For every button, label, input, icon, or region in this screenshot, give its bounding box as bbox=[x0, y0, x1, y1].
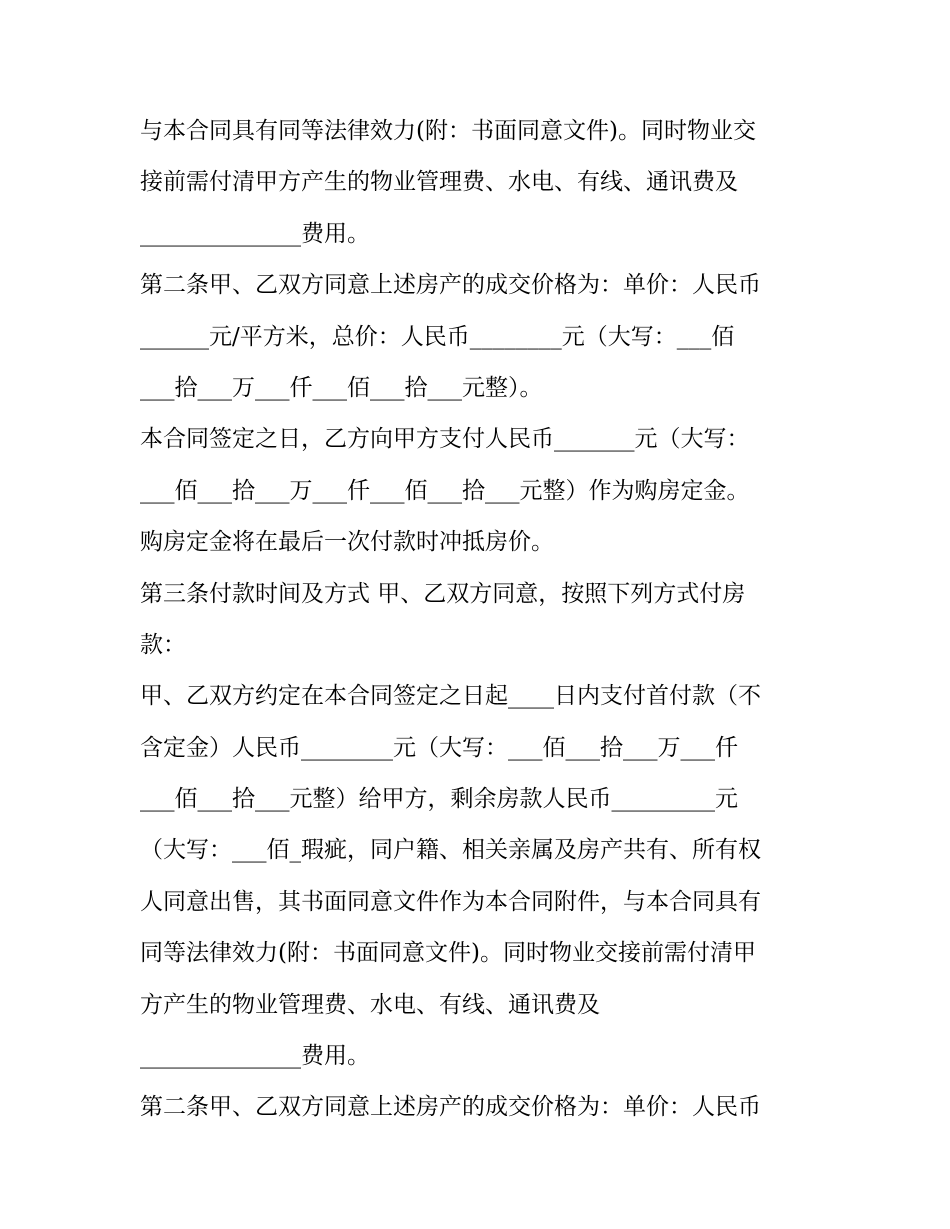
text-line: （大写：___佰_瑕疵，同户籍、相关亲属及房产共有、所有权 bbox=[140, 837, 761, 864]
text-line: 第三条付款时间及方式 甲、乙双方同意，按照下列方式付房 bbox=[140, 580, 746, 607]
text-line: 同等法律效力(附：书面同意文件)。同时物业交接前需付清甲 bbox=[140, 940, 756, 967]
text-line: 本合同签定之日，乙方向甲方支付人民币_______元（大写： bbox=[140, 426, 750, 453]
text-line: 含定金）人民币________元（大写：___佰___拾___万___仟 bbox=[140, 734, 738, 761]
contract-body-text bbox=[140, 106, 820, 1134]
text-line: 第二条甲、乙双方同意上述房产的成交价格为：单价：人民币 bbox=[140, 1094, 761, 1121]
text-line: 与本合同具有同等法律效力(附：书面同意文件)。同时物业交 bbox=[140, 118, 756, 144]
text-line: 款： bbox=[140, 631, 186, 658]
text-line: 第二条甲、乙双方同意上述房产的成交价格为：单价：人民币 bbox=[140, 272, 761, 299]
text-line: 接前需付清甲方产生的物业管理费、水电、有线、通讯费及 bbox=[140, 169, 738, 196]
text-line: ___佰___拾___元整）给甲方，剩余房款人民币_________元 bbox=[140, 786, 738, 813]
text-line: ___佰___拾___万___仟___佰___拾___元整）作为购房定金。 bbox=[140, 477, 750, 504]
text-line: 人同意出售，其书面同意文件作为本合同附件，与本合同具有 bbox=[140, 888, 761, 915]
text-line: 方产生的物业管理费、水电、有线、通讯费及 bbox=[140, 991, 600, 1018]
text-line: ___拾___万___仟___佰___拾___元整）。 bbox=[140, 374, 543, 401]
text-line: 甲、乙双方约定在本合同签定之日起____日内支付首付款（不 bbox=[140, 683, 761, 710]
text-line: 购房定金将在最后一次付款时冲抵房价。 bbox=[140, 529, 554, 556]
text-line: ______元/平方米，总价：人民币________元（大写：___佰 bbox=[140, 323, 735, 350]
text-line: ______________费用。 bbox=[140, 220, 370, 247]
text-line: ______________费用。 bbox=[140, 1043, 370, 1070]
